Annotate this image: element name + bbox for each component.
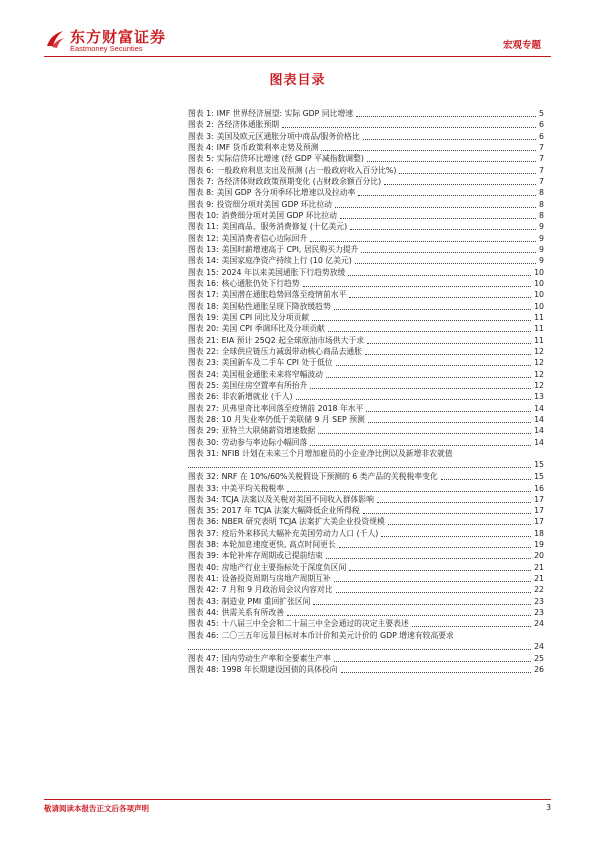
toc-entry[interactable] xyxy=(188,153,544,164)
toc-entry-label: 图表 10: xyxy=(188,210,219,220)
toc-entry[interactable] xyxy=(188,119,544,130)
toc-entry-title: 美国住房空置率有所抬升 xyxy=(221,380,308,390)
toc-entry-page: 12 xyxy=(534,358,544,368)
toc-entry-title: 贝弗里奇比率回落至疫情前 2018 年水平 xyxy=(221,403,364,413)
toc-entry-label: 图表 48: xyxy=(188,665,219,675)
toc-entry-title: 亚特兰大联储薪资增速数据 xyxy=(221,426,316,436)
toc-entry-page: 9 xyxy=(539,256,544,266)
toc-entry-title: 2017 年 TCJA 法案大幅降低企业所得税 xyxy=(221,506,360,516)
toc-entry-title: 1998 年长期建设国债的具体投向 xyxy=(221,665,338,675)
toc-entry[interactable] xyxy=(188,131,544,142)
toc-entry-title: 美国及欧元区通胀分项中商品/服务价格比 xyxy=(216,131,360,141)
toc-entry-page: 15 xyxy=(534,472,544,482)
toc-entry-label: 图表 44: xyxy=(188,608,219,618)
toc-entry-label: 图表 5: xyxy=(188,154,214,164)
brand-logo xyxy=(44,26,204,56)
toc-entry-label: 图表 2: xyxy=(188,120,214,130)
page-title: 图表目录 xyxy=(269,73,326,88)
toc-entry[interactable] xyxy=(188,323,544,334)
table-of-figures xyxy=(188,108,544,676)
toc-entry-page: 11 xyxy=(534,312,544,322)
toc-entry-page: 9 xyxy=(539,244,544,254)
toc-entry-leader xyxy=(348,275,531,276)
toc-entry-label: 图表 25: xyxy=(188,380,219,390)
toc-entry-page: 6 xyxy=(539,120,544,130)
toc-entry-page: 17 xyxy=(534,517,544,527)
toc-entry[interactable] xyxy=(188,244,544,255)
toc-entry-leader xyxy=(310,388,531,389)
toc-entry-leader xyxy=(341,672,532,673)
toc-entry-title: 全球供应链压力减弱带动核心商品去通胀 xyxy=(221,346,362,356)
toc-entry-leader xyxy=(368,422,531,423)
toc-entry-leader xyxy=(321,150,536,151)
toc-entry-leader xyxy=(349,570,531,571)
toc-entry-page: 14 xyxy=(534,426,544,436)
toc-entry-page: 7 xyxy=(539,176,544,186)
toc-entry-leader xyxy=(310,241,536,242)
toc-entry-leader xyxy=(313,604,531,605)
toc-entry-title: 国内劳动生产率和全要素生产率 xyxy=(221,654,331,664)
toc-entry-title: 二〇三五年远景目标对本币计价和美元计价的 GDP 增速有较高要求 xyxy=(221,630,454,640)
toc-entry[interactable] xyxy=(188,483,544,494)
toc-entry-leader xyxy=(318,433,531,434)
toc-entry-page: 15 xyxy=(534,459,544,469)
toc-entry-label: 图表 47: xyxy=(188,654,219,664)
toc-entry[interactable] xyxy=(188,562,544,573)
toc-entry-title: 中美平均关税税率 xyxy=(221,483,284,493)
toc-entry[interactable] xyxy=(188,221,544,232)
toc-entry[interactable] xyxy=(188,210,544,221)
toc-entry-page: 12 xyxy=(534,380,544,390)
toc-entry-title: TCJA 法案以及关税对美国不同收入群体影响 xyxy=(221,494,374,504)
toc-entry-page: 18 xyxy=(534,528,544,538)
toc-entry-page: 11 xyxy=(534,335,544,345)
toc-entry-leader xyxy=(188,641,531,650)
toc-entry-page: 8 xyxy=(539,210,544,220)
toc-entry-page: 5 xyxy=(539,109,544,118)
toc-entry-page: 20 xyxy=(534,551,544,561)
toc-entry-leader xyxy=(188,459,531,468)
page-number: 3 xyxy=(546,803,551,812)
toc-entry-leader xyxy=(340,218,536,219)
toc-entry[interactable] xyxy=(188,369,544,380)
report-type-label: 宏观专题 xyxy=(502,40,541,51)
toc-entry-page: 21 xyxy=(534,562,544,572)
toc-entry[interactable] xyxy=(188,142,544,153)
toc-entry-title: 2024 年以来美国通胀下行趋势放缓 xyxy=(221,267,346,277)
toc-entry-page: 17 xyxy=(534,494,544,504)
toc-entry-leader xyxy=(335,207,536,208)
toc-entry-page: 21 xyxy=(534,574,544,584)
toc-entry-title: 美国粘性通胀呈现下降放缓趋势 xyxy=(221,301,331,311)
toc-entry-label: 图表 19: xyxy=(188,312,219,322)
toc-entry-label: 图表 23: xyxy=(188,358,219,368)
toc-entry[interactable] xyxy=(188,199,544,210)
toc-entry-leader xyxy=(310,445,531,446)
toc-entry[interactable] xyxy=(188,425,544,436)
toc-entry-label: 图表 24: xyxy=(188,369,219,379)
toc-entry-leader xyxy=(282,127,536,128)
toc-entry-label: 图表 8: xyxy=(188,188,214,198)
toc-entry-title: 10 月失业率仍低于美联储 9 月 SEP 预测 xyxy=(221,414,365,424)
toc-entry-title: 本轮加息速度更快, 高点时间更长 xyxy=(221,540,336,550)
toc-entry-page: 17 xyxy=(534,506,544,516)
toc-entry[interactable] xyxy=(188,267,544,278)
toc-entry-label: 图表 21: xyxy=(188,335,219,345)
toc-entry-leader xyxy=(355,263,536,264)
toc-entry-page: 14 xyxy=(534,403,544,413)
toc-entry[interactable] xyxy=(188,584,544,595)
toc-entry-title: 美国 GDP 各分项季环比增速以及拉动率 xyxy=(216,188,356,198)
toc-entry-page: 9 xyxy=(539,233,544,243)
toc-entry[interactable] xyxy=(188,335,544,346)
toc-entry-label: 图表 7: xyxy=(188,176,214,186)
toc-entry-page: 25 xyxy=(534,654,544,664)
toc-entry-leader xyxy=(361,252,536,253)
toc-entry-leader xyxy=(326,377,531,378)
toc-entry-leader xyxy=(367,161,536,162)
toc-entry[interactable] xyxy=(188,176,544,187)
toc-entry-title: 美国新车及二手车 CPI 处于低位 xyxy=(221,358,333,368)
toc-entry-label: 图表 36: xyxy=(188,517,219,527)
toc-entry-label: 图表 37: xyxy=(188,528,219,538)
toc-entry-title: 劳动参与率边际小幅回落 xyxy=(221,437,308,447)
toc-entry-page: 19 xyxy=(534,540,544,550)
toc-entry-page: 9 xyxy=(539,222,544,232)
toc-entry[interactable] xyxy=(188,403,544,414)
toc-entry[interactable] xyxy=(188,448,544,471)
toc-entry-leader xyxy=(366,411,531,412)
toc-entry[interactable] xyxy=(188,539,544,550)
toc-entry[interactable] xyxy=(188,596,544,607)
toc-entry[interactable] xyxy=(188,233,544,244)
toc-entry-title: 各经济体通胀预期 xyxy=(216,120,280,130)
toc-entry-leader xyxy=(349,297,531,298)
toc-entry[interactable] xyxy=(188,664,544,675)
toc-entry-leader xyxy=(334,309,531,310)
toc-entry-label: 图表 38: xyxy=(188,540,219,550)
toc-entry-leader xyxy=(334,581,531,582)
toc-entry-label: 图表 39: xyxy=(188,551,219,561)
toc-entry-label: 图表 20: xyxy=(188,324,219,334)
toc-entry-label: 图表 1: xyxy=(188,109,214,118)
footer-divider xyxy=(44,799,551,800)
toc-entry-leader xyxy=(384,184,536,185)
toc-entry-leader xyxy=(296,399,532,400)
toc-entry-page: 23 xyxy=(534,608,544,618)
toc-entry[interactable] xyxy=(188,505,544,516)
toc-entry-page: 12 xyxy=(534,346,544,356)
toc-entry-title: 7 月和 9 月政治局会议内容对比 xyxy=(221,585,333,595)
toc-entry-title: 美国租金通胀未来将窄幅波动 xyxy=(221,369,323,379)
toc-entry-title: 美国商品、服务消费修复 (十亿美元) xyxy=(221,222,348,232)
toc-entry-leader xyxy=(363,513,531,514)
toc-entry-title: 疫后外来移民大幅补充美国劳动力人口 (千人) xyxy=(221,528,379,538)
toc-entry-leader xyxy=(287,491,531,492)
toc-entry-page: 16 xyxy=(534,483,544,493)
toc-entry-title: 十八届三中全会和二十届三中全会通过的决定主要表述 xyxy=(221,619,409,629)
toc-entry-title: 房地产行业主要指标处于深度负区间 xyxy=(221,562,347,572)
toc-entry-label: 图表 34: xyxy=(188,494,219,504)
toc-entry-page: 7 xyxy=(539,142,544,152)
toc-entry-leader xyxy=(367,343,531,344)
toc-entry-title: 美国消费者信心边际回升 xyxy=(221,233,308,243)
toc-entry[interactable] xyxy=(188,312,544,323)
toc-entry-page: 23 xyxy=(534,596,544,606)
toc-entry-leader xyxy=(336,592,532,593)
toc-entry[interactable] xyxy=(188,380,544,391)
header-divider xyxy=(44,56,551,57)
toc-entry-page: 10 xyxy=(534,290,544,300)
toc-entry-leader xyxy=(441,479,531,480)
toc-entry-title: 核心通胀仍处下行趋势 xyxy=(221,278,300,288)
toc-entry-label: 图表 42: xyxy=(188,585,219,595)
brand-name-en: Eastmoney Securities xyxy=(70,44,143,53)
toc-entry[interactable] xyxy=(188,573,544,584)
toc-entry-leader xyxy=(328,331,531,332)
toc-entry-label: 图表 12: xyxy=(188,233,219,243)
toc-entry-title: 美国 CPI 同比及分项贡献 xyxy=(221,312,310,322)
toc-entry-leader xyxy=(412,626,531,627)
toc-entry[interactable] xyxy=(188,437,544,448)
toc-entry-label: 图表 9: xyxy=(188,199,214,209)
toc-entry-page: 22 xyxy=(534,585,544,595)
toc-entry-title: 非农新增就业 (千人) xyxy=(221,392,293,402)
page-header xyxy=(0,0,595,60)
toc-entry[interactable] xyxy=(188,471,544,482)
toc-entry[interactable] xyxy=(188,550,544,561)
toc-entry-leader xyxy=(377,502,531,503)
toc-entry-title: NFIB 计划在未来三个月增加雇员的小企业净比例以及新增非农就值 xyxy=(221,448,453,458)
toc-entry-label: 图表 40: xyxy=(188,562,219,572)
toc-entry[interactable] xyxy=(188,618,544,629)
toc-entry-page: 24 xyxy=(534,641,544,651)
toc-entry[interactable] xyxy=(188,278,544,289)
toc-entry-label: 图表 43: xyxy=(188,596,219,606)
brand-name-cn: 东方财富证券 xyxy=(70,28,167,46)
toc-entry[interactable] xyxy=(188,301,544,312)
toc-entry-page: 24 xyxy=(534,619,544,629)
toc-entry-label: 图表 18: xyxy=(188,301,219,311)
toc-entry-page: 12 xyxy=(534,369,544,379)
toc-entry-label: 图表 13: xyxy=(188,244,219,254)
toc-entry-leader xyxy=(334,661,531,662)
toc-entry-leader xyxy=(287,615,531,616)
toc-entry-label: 图表 6: xyxy=(188,165,214,175)
toc-entry-title: 消费细分项对美国 GDP 环比拉动 xyxy=(221,210,337,220)
toc-entry-page: 6 xyxy=(539,131,544,141)
brand-logo-icon xyxy=(44,28,66,50)
toc-entry-leader xyxy=(312,320,531,321)
toc-entry-label: 图表 45: xyxy=(188,619,219,629)
toc-entry-title: NBER 研究表明 TCJA 法案扩大美企业投资规模 xyxy=(221,517,385,527)
toc-entry[interactable] xyxy=(188,255,544,266)
toc-entry-page: 7 xyxy=(539,165,544,175)
toc-entry[interactable] xyxy=(188,630,544,653)
toc-entry-leader xyxy=(358,195,536,196)
toc-entry-label: 图表 4: xyxy=(188,142,214,152)
toc-entry[interactable] xyxy=(188,187,544,198)
toc-entry-leader xyxy=(363,139,536,140)
toc-entry-title: 供需关系有所改善 xyxy=(221,608,284,618)
toc-entry-page: 7 xyxy=(539,154,544,164)
toc-entry-page: 8 xyxy=(539,199,544,209)
toc-entry-title: 一般政府利息支出及预测 (占一般政府收入百分比%) xyxy=(216,165,397,175)
toc-entry[interactable] xyxy=(188,607,544,618)
toc-entry-label: 图表 41: xyxy=(188,574,219,584)
toc-entry-label: 图表 26: xyxy=(188,392,219,402)
toc-entry-title: 美国潜在通胀趋势回落至疫情前水平 xyxy=(221,290,347,300)
toc-entry-page: 14 xyxy=(534,414,544,424)
toc-entry-label: 图表 14: xyxy=(188,256,219,266)
toc-entry-title: 设备投资周期与房地产周期互补 xyxy=(221,574,331,584)
toc-entry-label: 图表 15: xyxy=(188,267,219,277)
toc-entry-leader xyxy=(326,558,531,559)
toc-entry-page: 13 xyxy=(534,392,544,402)
toc-entry[interactable] xyxy=(188,165,544,176)
toc-entry-title: IMF 世界经济展望: 实际 GDP 同比增速 xyxy=(216,109,354,118)
toc-entry[interactable] xyxy=(188,346,544,357)
toc-entry-label: 图表 28: xyxy=(188,414,219,424)
toc-entry-label: 图表 32: xyxy=(188,472,219,482)
toc-entry-page: 11 xyxy=(534,324,544,334)
toc-entry-leader xyxy=(350,229,536,230)
toc-entry-title: EIA 预计 25Q2 起全球原油市场供大于求 xyxy=(221,335,364,345)
toc-entry[interactable] xyxy=(188,289,544,300)
toc-entry-leader xyxy=(356,116,536,117)
footer-disclaimer: 敬请阅读本报告正文后各项声明 xyxy=(44,804,149,813)
toc-entry-leader xyxy=(388,524,531,525)
toc-entry-label: 图表 29: xyxy=(188,426,219,436)
toc-entry[interactable] xyxy=(188,528,544,539)
toc-entry-label: 图表 22: xyxy=(188,346,219,356)
toc-entry-label: 图表 30: xyxy=(188,437,219,447)
toc-entry-title: 实际信贷环比增速 (经 GDP 平减指数调整) xyxy=(216,154,364,164)
toc-entry-page: 8 xyxy=(539,188,544,198)
toc-entry-leader xyxy=(339,547,531,548)
toc-entry-title: 投资细分项对美国 GDP 环比拉动 xyxy=(216,199,332,209)
toc-entry-label: 图表 35: xyxy=(188,506,219,516)
toc-entry-label: 图表 3: xyxy=(188,131,214,141)
toc-entry-page: 26 xyxy=(534,665,544,675)
toc-entry-label: 图表 27: xyxy=(188,403,219,413)
toc-entry[interactable] xyxy=(188,494,544,505)
toc-entry[interactable] xyxy=(188,357,544,368)
toc-entry-title: 美国时薪增速高于 CPI, 居民购买力提升 xyxy=(221,244,359,254)
toc-entry-title: 各经济体财政政策预期变化 (占财政余额百分比) xyxy=(216,176,382,186)
toc-entry-title: 本轮补库存周期或已提前结束 xyxy=(221,551,323,561)
toc-entry-title: 美国 CPI 季调环比及分项贡献 xyxy=(221,324,325,334)
toc-entry-leader xyxy=(399,173,536,174)
toc-entry-page: 10 xyxy=(534,278,544,288)
toc-entry-leader xyxy=(381,536,531,537)
toc-entry-title: 美国家庭净资产持续上行 (10 亿美元) xyxy=(221,256,352,266)
toc-entry-title: 制造业 PMI 重回扩张区间 xyxy=(221,596,311,606)
toc-entry-leader xyxy=(365,354,531,355)
toc-entry-label: 图表 33: xyxy=(188,483,219,493)
toc-entry[interactable] xyxy=(188,108,544,119)
toc-entry-label: 图表 16: xyxy=(188,278,219,288)
toc-entry[interactable] xyxy=(188,414,544,425)
toc-entry[interactable] xyxy=(188,653,544,664)
toc-entry-label: 图表 11: xyxy=(188,222,219,232)
toc-entry[interactable] xyxy=(188,516,544,527)
toc-entry-label: 图表 46: xyxy=(188,630,219,640)
toc-entry-leader xyxy=(303,286,531,287)
toc-entry[interactable] xyxy=(188,391,544,402)
toc-entry-leader xyxy=(336,365,531,366)
toc-entry-page: 10 xyxy=(534,301,544,311)
toc-entry-title: IMF 货币政策利率走势及预测 xyxy=(216,142,319,152)
toc-entry-page: 14 xyxy=(534,437,544,447)
toc-entry-title: NRF 在 10%/60%关税假设下预测的 6 类产品的关税税率变化 xyxy=(221,472,438,482)
toc-entry-label: 图表 17: xyxy=(188,290,219,300)
toc-entry-label: 图表 31: xyxy=(188,448,219,458)
toc-entry-page: 10 xyxy=(534,267,544,277)
